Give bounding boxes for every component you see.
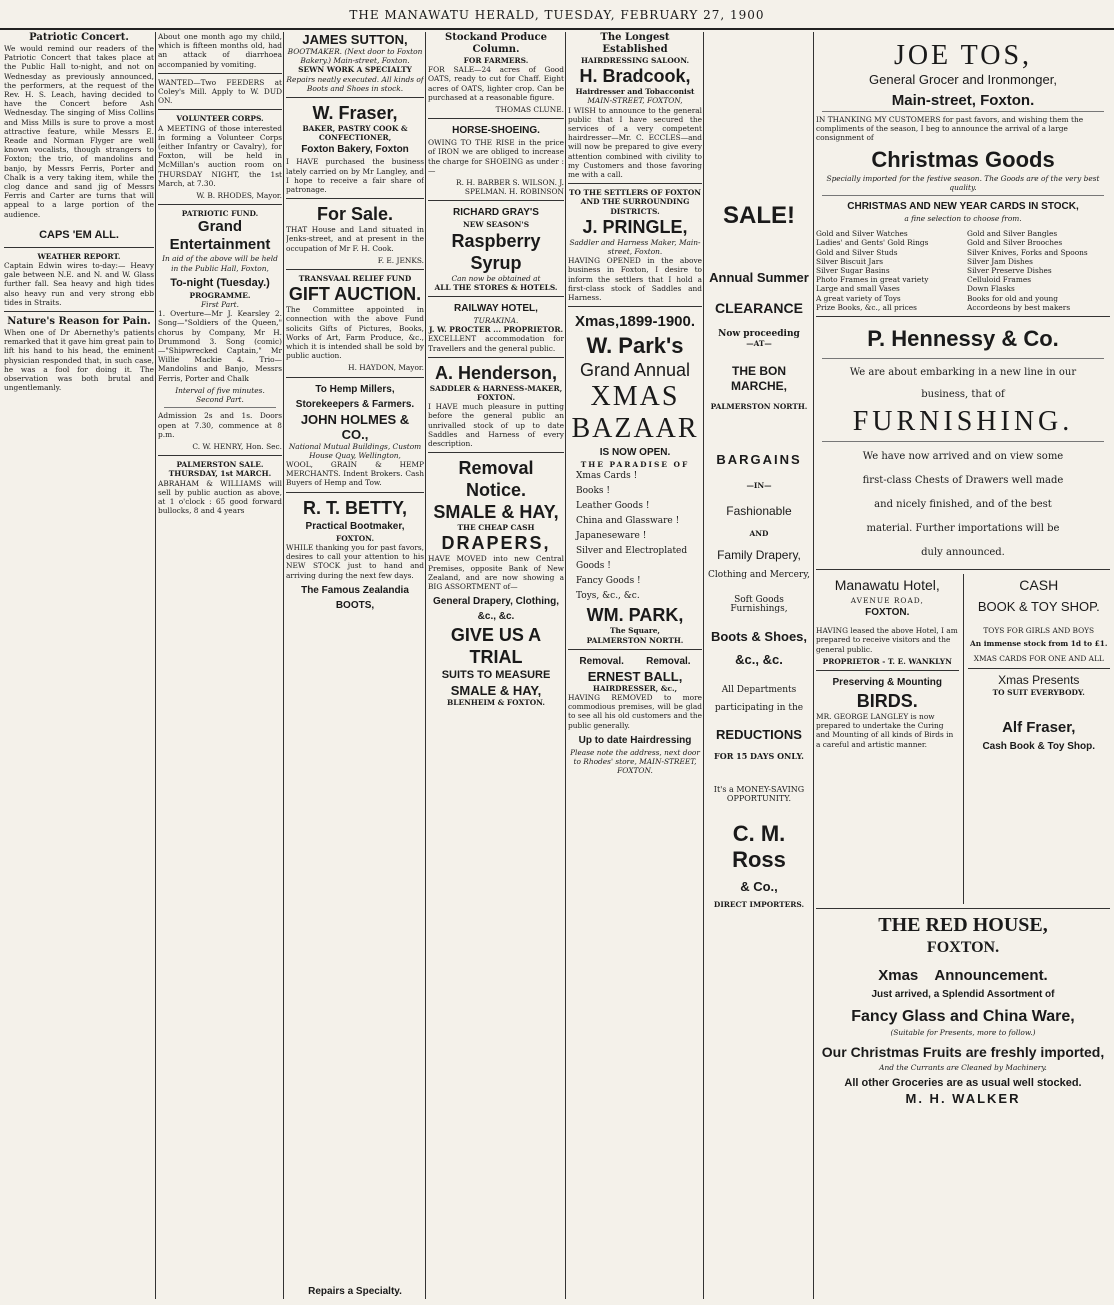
- headline-removal-notice: Removal Notice.: [458, 458, 534, 501]
- headline-thursday: THURSDAY, 1st MARCH.: [168, 469, 272, 479]
- ad-bazaar: BAZAAR: [571, 413, 699, 445]
- ad-text: —IN—: [746, 480, 772, 490]
- ad-james-sutton: JAMES SUTTON,: [302, 32, 408, 47]
- list-item: Accordeons by best makers: [967, 302, 1071, 312]
- ad-text: HAVING leased the above Hotel, I am prepared to receive visitors and the general public.: [816, 626, 958, 654]
- ad-text: J. W. PROCTER ... PROPRIETOR.: [428, 325, 564, 335]
- ad-text: Family Drapery,: [717, 548, 801, 563]
- ad-joe-tos: JOE TOS,: [893, 40, 1033, 71]
- ad-cm-ross: C. M. Ross: [732, 821, 786, 873]
- ad-railway-hotel: RAILWAY HOTEL,: [454, 303, 538, 315]
- column-5: [568, 32, 702, 1299]
- ad-sale: SALE!: [723, 202, 795, 229]
- list-item: Fancy Goods !: [576, 576, 641, 587]
- signature: H. HAYDON, Mayor.: [348, 363, 424, 373]
- list-item: Silver Jam Dishes: [967, 256, 1033, 266]
- article-text: The Committee appointed in connection with the above Fund solicits Gifts of Pictures, Books, Works of Art, Farm Produce, &c., which it is intended shall be sold by public auction.: [286, 305, 424, 361]
- ad-text: Practical Bootmaker,: [305, 520, 405, 532]
- column-rule: [283, 32, 284, 1299]
- ad-bargains: BARGAINS: [716, 451, 802, 467]
- ad-text: —AT—: [746, 339, 772, 349]
- ad-text: WOOL, GRAIN & HEMP MERCHANTS. Indent Brokers. Cash Buyers of Hemp and Tow.: [286, 460, 424, 488]
- headline-patriotic-concert: Patriotic Concert.: [29, 32, 129, 43]
- ad-text: BLENHEIM & FOXTON.: [447, 698, 545, 708]
- headline-transvaal-fund: TRANSVAAL RELIEF FUND: [298, 274, 412, 284]
- programme-section: Second Part.: [196, 395, 244, 405]
- list-item: Japaneseware !: [576, 531, 647, 542]
- column-rule: [565, 32, 566, 1299]
- ad-text: &c., &c.: [735, 651, 783, 667]
- ad-text: All other Groceries are as usual well stocked.: [844, 1077, 1082, 1090]
- list-item: Gold and Silver Studs: [816, 247, 898, 257]
- ad-for-sale: For Sale.: [316, 204, 394, 225]
- ad-text: IS NOW OPEN.: [599, 447, 671, 459]
- column-2: [158, 32, 282, 1299]
- ad-text: AVENUE ROAD,: [850, 596, 924, 606]
- list-item: Silver Sugar Basins: [816, 266, 890, 276]
- list-item: Silver Knives, Forks and Spoons: [967, 247, 1088, 257]
- ad-text: PROPRIETOR - T. E. WANKLYN: [822, 656, 952, 666]
- ad-text: SADDLER & HARNESS-MAKER, FOXTON.: [429, 383, 563, 403]
- column-7: [816, 32, 1110, 1299]
- ad-text: Soft Goods Furnishings,: [730, 595, 788, 615]
- column-4: [428, 32, 564, 1299]
- ad-text: Repairs neatly executed. All kinds of Boots and Shoes in stock.: [286, 74, 424, 93]
- ad-text: OWING TO THE RISE in the price of IRON we are obliged to increase the charge for SHOEING as under :—: [428, 138, 564, 175]
- ad-text: The Longest Established: [600, 32, 670, 55]
- ad-mh-walker: M. H. WALKER: [905, 1091, 1021, 1107]
- ad-text: Grand Annual: [579, 360, 691, 381]
- ad-smale-hay: SMALE & HAY,: [433, 502, 559, 523]
- headline-natures-reason: Nature's Reason for Pain.: [7, 316, 151, 328]
- column-rule: [155, 32, 156, 1299]
- ad-h-bradcook: H. Bradcook,: [579, 66, 691, 87]
- ad-text: I HAVE purchased the business lately carried on by Mr Langley, and I hope to receive a fair share of patronage.: [286, 157, 424, 195]
- ad-ernest-ball: ERNEST BALL,: [587, 668, 683, 684]
- column-rule: [813, 32, 814, 1299]
- headline-stock-produce: Stockand Produce Column.: [445, 32, 547, 55]
- list-item: Gold and Silver Bangles: [967, 229, 1058, 239]
- item-list: [967, 229, 1110, 312]
- signature: C. W. HENRY, Hon. Sec.: [192, 441, 282, 451]
- ad-text: National Mutual Buildings, Custom House Quay, Wellington,: [288, 441, 422, 460]
- ad-text: XMAS CARDS FOR ONE AND ALL: [973, 654, 1104, 664]
- ad-text: Preserving & Mounting: [832, 677, 942, 689]
- ad-text: Boots & Shoes,: [710, 628, 808, 644]
- column-6: [706, 32, 812, 1299]
- ad-text: The Famous Zealandia BOOTS,: [301, 584, 409, 611]
- ad-text: Specially imported for the festive season. The Goods are of the very best quality.: [826, 173, 1100, 192]
- ad-book-toy-shop: BOOK & TOY SHOP.: [977, 599, 1100, 615]
- ad-xmas-presents: Xmas Presents: [998, 672, 1080, 687]
- masthead: [0, 0, 1114, 30]
- ad-xmas-announcement: Xmas Announcement.: [878, 967, 1048, 985]
- ad-text: FOR 15 DAYS ONLY.: [714, 750, 804, 761]
- ad-christmas-fruits: Our Christmas Fruits are freshly imported,: [821, 1044, 1105, 1061]
- ad-text: SEWN WORK A SPECIALTY: [298, 65, 412, 75]
- ad-text: (Suitable for Presents, more to follow.): [890, 1028, 1036, 1038]
- ad-xmas-1899: Xmas,1899-1900.: [574, 313, 696, 331]
- ad-text: Up to date Hairdressing: [578, 734, 692, 746]
- ad-text: THAT House and Land situated in Jenks-street, and at present in the occupation of Mr F. H. Cook.: [286, 225, 424, 253]
- ad-text: THE CHEAP CASH: [457, 523, 535, 533]
- ad-text: CHRISTMAS AND NEW YEAR CARDS IN STOCK,: [847, 201, 1079, 213]
- programme-list: 1. Overture—Mr J. Kearsley 2. Song—"Soldiers of the Queen," chorus by Company, Mr H. Drummond 3. Song (comic)—"Shipwrecked Captain," Mr Willie Mackie 4. Trio—Mandolins and Banjo, Messrs Ferris, Porter and Chalk: [158, 309, 282, 383]
- ad-text: Now proceeding: [718, 329, 800, 339]
- ad-text: I HAVE much pleasure in putting before the general public an unrivalled stock of up to date Saddles and Harness of every description.: [428, 402, 564, 449]
- article-text: A MEETING of those interested in forming a Volunteer Corps (either Infantry or Cavalry), for Foxton, will be held in McMillan's auction room on THURSDAY NIGHT, the 1st March, at 7.30.: [158, 123, 282, 188]
- ad-text: FOR SALE—24 acres of Good OATS, ready to cut for Chaff. Eight acres of OATS, lighter crop. Can be purchased at a reasonable figure.: [428, 65, 564, 102]
- list-item: A great variety of Toys: [816, 293, 901, 303]
- list-item: Xmas Cards !: [576, 471, 638, 482]
- list-item: Gold and Silver Watches: [816, 229, 908, 239]
- ad-john-holmes: JOHN HOLMES & CO.,: [300, 411, 410, 442]
- ad-text: FOXTON.: [865, 607, 910, 619]
- ad-j-pringle: J. PRINGLE,: [582, 216, 688, 237]
- ad-text: TURAKINA.: [473, 316, 519, 326]
- ad-p-hennessy: P. Hennessy & Co.: [867, 326, 1059, 352]
- ad-text: Repairs a Specialty.: [308, 1286, 402, 1297]
- list-item: Leather Goods !: [576, 501, 650, 512]
- article-text: When one of Dr Abernethy's patients remarked that it gave him great pain to lift his hand to his head, the eminent physician responded that, in such case, he was a fool for doing it. The observation was both brutal and ungentlemanly.: [4, 328, 154, 393]
- ad-text: Can now be obtained at: [451, 273, 541, 283]
- ad-give-us-trial: GIVE US A TRIAL: [450, 625, 542, 668]
- ad-text: We are about embarking in a new line in our business, that of: [849, 367, 1077, 401]
- ad-text: MAIN-STREET, FOXTON,: [587, 96, 683, 106]
- ad-reductions: REDUCTIONS: [716, 726, 802, 742]
- ad-text: Saddler and Harness Maker, Main-street, Foxton.: [569, 237, 701, 257]
- article-text: Admission 2s and 1s. Doors open at 7.30, commence at 8 p.m.: [158, 411, 282, 439]
- signature: F. E. JENKS.: [377, 255, 424, 265]
- list-item: Photo Frames in great variety: [816, 275, 929, 285]
- ad-text: TOYS FOR GIRLS AND BOYS: [983, 626, 1095, 636]
- ad-caps-em-all: CAPS 'EM ALL.: [39, 228, 119, 241]
- ad-hemp-millers: To Hemp Millers, Storekeepers & Farmers.: [295, 383, 415, 410]
- ad-text: WHILE thanking you for past favors, desires to call your attention to his NEW STOCK just to hand and arriving during the next few days.: [286, 542, 424, 580]
- article-text: Captain Edwin wires to-day:— Heavy gale between N.E. and N. and W. Glass further fall. Sea heavy and high tides also heavy run and very strong ebb tides in Straits.: [4, 261, 154, 307]
- ad-text: DIRECT IMPORTERS.: [713, 900, 805, 910]
- list-item: Books !: [576, 486, 611, 497]
- list-item: Silver and Electroplated Goods !: [576, 546, 688, 572]
- ad-manawatu-hotel: Manawatu Hotel,: [834, 577, 940, 594]
- ad-alf-fraser: Alf Fraser,: [1002, 718, 1076, 736]
- ad-text: Annual Summer: [709, 270, 809, 285]
- ad-text: All Departments participating in the: [714, 684, 804, 713]
- ad-text: HAIRDRESSING SALOON.: [580, 56, 690, 65]
- ad-xmas: XMAS: [590, 381, 680, 413]
- column-rule: [425, 32, 426, 1299]
- ad-text: Main-street, Foxton.: [891, 92, 1035, 109]
- ad-wanted-feeders: WANTED—Two FEEDERS at Coley's Mill. Apply to W. DUD ON.: [158, 77, 282, 106]
- headline-weather-report: WEATHER REPORT.: [37, 251, 121, 261]
- ad-rt-betty: R. T. BETTY,: [302, 497, 407, 518]
- ad-text: Foxton Bakery, Foxton: [301, 144, 409, 156]
- column-3: [286, 32, 424, 1299]
- ad-christmas-goods: Christmas Goods: [871, 146, 1055, 172]
- ad-text: PALMERSTON NORTH.: [710, 402, 808, 412]
- ad-text: BAKER, PASTRY COOK & CONFECTIONER,: [302, 124, 408, 143]
- ad-birds: BIRDS.: [856, 691, 918, 712]
- ad-drapers: DRAPERS,: [441, 533, 551, 554]
- headline-tonight: To-night (Tuesday.): [170, 276, 270, 289]
- ad-text: General Grocer and Ironmonger,: [869, 72, 1057, 87]
- column-rule: [703, 32, 704, 1299]
- list-item: Celluloid Frames: [967, 275, 1032, 285]
- list-item: Gold and Silver Brooches: [967, 238, 1063, 248]
- headline-palmerston-sale: PALMERSTON SALE.: [176, 460, 264, 470]
- ad-text: EXCELLENT accommodation for Travellers and the general public.: [428, 334, 564, 353]
- ad-text: HAVING OPENED in the above business in Foxton, I desire to inform the settlers that I hold a first-class stock of Saddles and Harness.: [568, 256, 702, 303]
- ad-text: Hairdresser and Tobacconist: [575, 87, 695, 97]
- ad-clearance: CLEARANCE: [715, 300, 803, 316]
- headline-patriotic-fund: PATRIOTIC FUND.: [181, 209, 259, 219]
- signature: THOMAS CLUNE.: [495, 105, 564, 115]
- ad-text: HAVING REMOVED to more commodious premises, will be glad to see all his old customers and the public generally.: [568, 693, 702, 730]
- article-text: ABRAHAM & WILLIAMS will sell by public auction as above, at 1 o'clock : 65 good forward bullocks, 8 and 4 years: [158, 478, 282, 516]
- ad-fancy-glass: Fancy Glass and China Ware,: [851, 1008, 1075, 1026]
- ad-text: FOXTON.: [335, 533, 375, 543]
- ad-text: TO SUIT EVERYBODY.: [992, 687, 1085, 697]
- ad-text: FOXTON.: [926, 939, 1000, 957]
- ad-text: SMALE & HAY,: [450, 683, 542, 699]
- article-text: In aid of the above will be held in the Public Hall, Foxton,: [162, 254, 278, 273]
- ad-text: THE PARADISE OF: [580, 460, 690, 470]
- ad-text: AND: [749, 528, 769, 538]
- ad-text: MR. GEORGE LANGLEY is now prepared to undertake the Curing and Mounting of all kinds of Birds in a careful and artistic manner.: [816, 712, 954, 749]
- ad-text: HAIRDRESSER, &c.,: [592, 683, 678, 693]
- ad-bon-marche: THE BON MARCHE,: [731, 364, 787, 394]
- ad-text: FOR FARMERS.: [463, 56, 529, 65]
- ad-text: Fashionable: [726, 503, 792, 518]
- ad-text: Clothing and Mercery,: [708, 570, 810, 581]
- list-item: China and Glassware !: [576, 516, 680, 527]
- ad-wm-park: WM. PARK,: [586, 605, 684, 626]
- ad-text: NEW SEASON'S: [462, 220, 530, 230]
- ad-text: The Square,: [610, 626, 660, 636]
- ad-text: BOOTMAKER. (Next door to Foxton Bakery.) Main-street, Foxton.: [287, 47, 423, 66]
- signature: W. B. RHODES, Mayor.: [196, 191, 282, 201]
- masthead-title: THE MANAWATU HERALD, TUESDAY, FEBRUARY 27, 1900: [349, 8, 765, 22]
- ad-suits: SUITS TO MEASURE: [441, 669, 551, 682]
- signature: R. H. BARBER S. WILSON. J. SPELMAN. H. ROBINSON: [456, 178, 564, 197]
- ad-cash: CASH: [1019, 577, 1059, 594]
- ad-text: We have now arrived and on view some first-class Chests of Drawers well made and nicely finished, and of the best material. Further importations will be duly announced.: [862, 451, 1064, 559]
- article-text: About one month ago my child, which is fifteen months old, had an attack of diarrhoea accompanied by vomiting.: [158, 32, 282, 69]
- ad-text: HAVE MOVED into new Central Premises, opposite Bank of New Zealand, and are now showing a BIG ASSORTMENT of—: [428, 554, 564, 592]
- list-item: Toys, &c., &c.: [576, 591, 640, 602]
- ad-text: Cash Book & Toy Shop.: [982, 740, 1096, 752]
- column-1: [4, 32, 154, 1299]
- ad-text: TO THE SETTLERS OF FOXTON AND THE SURROUNDING DISTRICTS.: [568, 188, 702, 216]
- ad-text: PALMERSTON NORTH.: [586, 635, 684, 645]
- list-item: Books for old and young: [967, 293, 1059, 303]
- ad-text: & Co.,: [740, 879, 778, 895]
- ad-richard-gray: RICHARD GRAY'S: [453, 207, 539, 219]
- item-list: [568, 469, 702, 604]
- headline-programme: PROGRAMME.: [189, 290, 251, 300]
- ad-text: I WISH to announce to the general public that I have secured the services of a very competent hairdresser—Mr. C. ECCLES—and will now be prepared to give every attention combined with civility to my Customers and those favoring me with a call.: [568, 105, 702, 180]
- ad-red-house: THE RED HOUSE,: [878, 914, 1048, 937]
- ad-text: Just arrived, a Splendid Assortment of: [871, 989, 1055, 1001]
- list-item: Silver Preserve Dishes: [967, 266, 1052, 276]
- list-item: Silver Biscuit Jars: [816, 256, 884, 266]
- list-item: Ladies' and Gents' Gold Rings: [816, 238, 929, 248]
- headline-grand-entertainment: Grand Entertainment: [169, 218, 271, 254]
- ad-text: General Drapery, Clothing, &c., &c.: [433, 596, 559, 623]
- ad-text: An immense stock from 1d to £1.: [970, 639, 1108, 649]
- ad-text: Please note the address, next door to Rhodes' store, MAIN-STREET, FOXTON.: [570, 747, 700, 776]
- article-text: We would remind our readers of the Patriotic Concert that takes place at the Public Hall to-night, and not on Wednesday as previously announced, the performers, at the request of the Rev. H. S. Leach, having decided to have the Concert before Ash Wednesday. The singing of Miss Collins and Miss Mills is sure to prove a most attractive feature, while Messrs E. Reade and Norman Flyger are well known vocalists, though strangers to Foxton; the trio, of mandolins and banjo, by Messrs Ferris, Porter and Chalk is a very taking item, while the clog dance and sand jig of Messrs Ferris and Carter are turns that will appeal to a large portion of the audience.: [4, 44, 154, 219]
- headline-horse-shoeing: HORSE-SHOEING.: [452, 125, 540, 137]
- ad-a-henderson: A. Henderson,: [434, 362, 558, 383]
- programme-section: First Part.: [200, 300, 240, 310]
- item-list: [816, 229, 959, 312]
- ad-text: It's a MONEY-SAVING OPPORTUNITY.: [713, 784, 805, 804]
- ad-text: IN THANKING MY CUSTOMERS for past favors, and wishing them the compliments of the season, I beg to announce the arrival of a large consignment of: [816, 115, 1084, 143]
- headline-gift-auction: GIFT AUCTION.: [288, 284, 422, 305]
- headline-volunteer-corps: VOLUNTEER CORPS.: [176, 114, 264, 124]
- ad-text: a fine selection to choose from.: [904, 214, 1022, 224]
- ad-raspberry-syrup: Raspberry Syrup: [451, 230, 541, 273]
- ad-w-fraser: W. Fraser,: [312, 103, 398, 124]
- ad-text: ALL THE STORES & HOTELS.: [434, 282, 558, 292]
- ad-w-park: W. Park's: [586, 333, 684, 359]
- ad-furnishing: FURNISHING.: [852, 406, 1074, 438]
- ad-text: And the Currants are Cleaned by Machinery.: [879, 1063, 1047, 1073]
- list-item: Down Flasks: [967, 284, 1015, 294]
- list-item: Large and small Vases: [816, 284, 900, 294]
- list-item: Prize Books, &c., all prices: [816, 302, 917, 312]
- programme-interval: Interval of five minutes.: [175, 385, 265, 395]
- ad-removal: Removal. Removal.: [579, 655, 691, 667]
